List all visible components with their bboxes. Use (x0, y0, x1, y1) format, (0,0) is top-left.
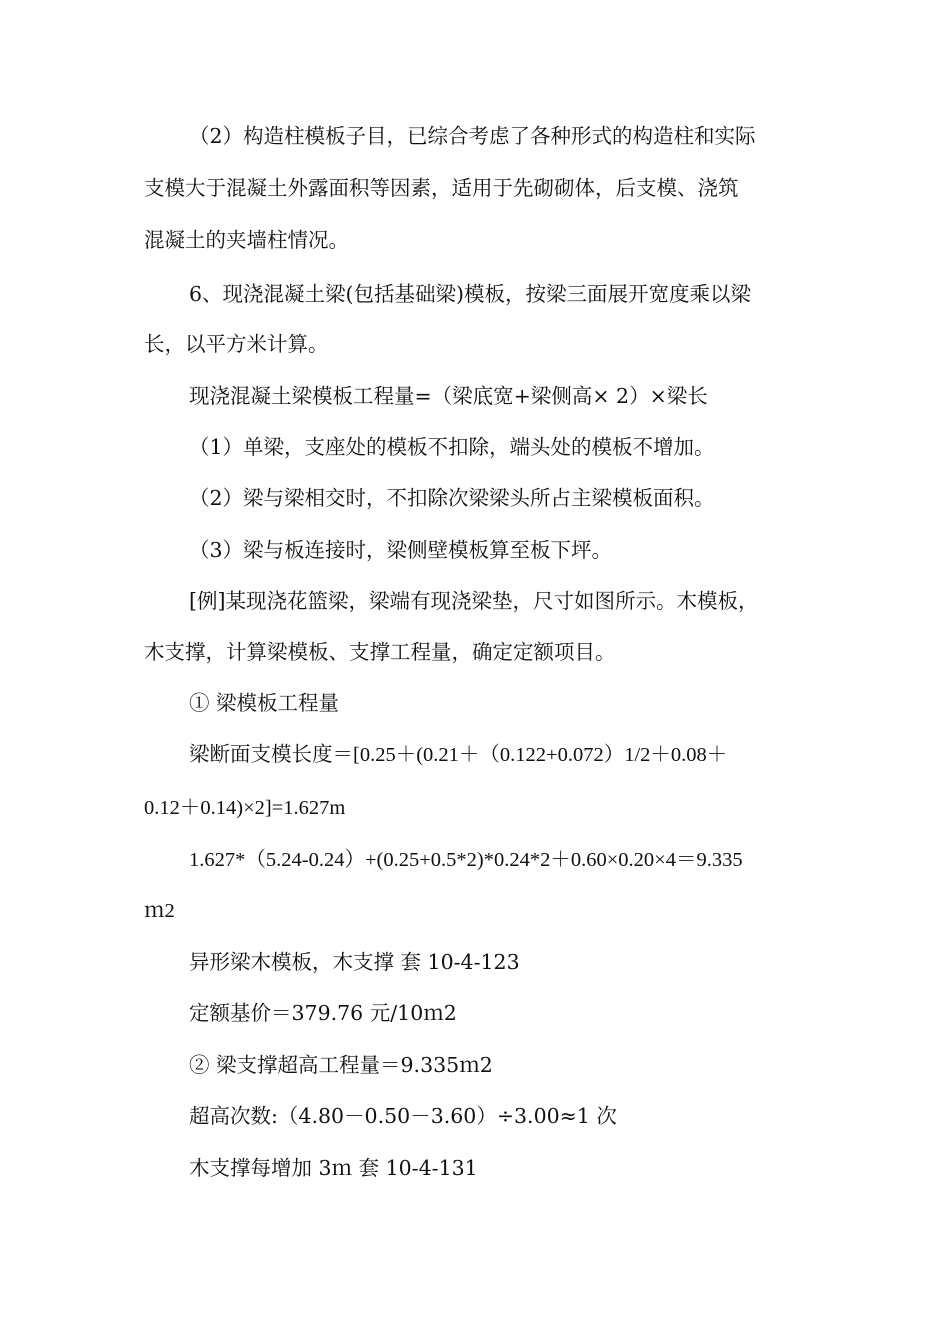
formula-line: 梁断面支模长度＝[0.25＋(0.21＋（0.122+0.072）1/2＋0.08＋ (189, 744, 728, 766)
paragraph-line: 6、现浇混凝土梁(包括基础梁)模板，按梁三面展开宽度乘以梁 (189, 282, 752, 306)
section-heading: ① 梁模板工程量 (189, 691, 340, 715)
formula-line: 现浇混凝土梁模板工程量=（梁底宽+梁侧高× 2）×梁长 (189, 384, 708, 408)
formula-line: 1.627*（5.24-0.24）+(0.25+0.5*2)*0.24*2＋0.60×0.20×4＝9.335 (189, 849, 743, 871)
paragraph-line: 支模大于混凝土外露面积等因素，适用于先砌砌体，后支模、浇筑 (144, 176, 739, 200)
paragraph-line: 木支撑每增加 3ｍ 套 10-4-131 (189, 1156, 478, 1180)
section-heading: ② 梁支撑超高工程量＝9.335ｍ2 (189, 1053, 493, 1077)
list-item: （1）单梁，支座处的模板不扣除，端头处的模板不增加。 (189, 435, 715, 459)
example-line: [例]某现浇花篮梁，梁端有现浇梁垫，尺寸如图所示。木模板， (189, 589, 759, 613)
paragraph-line: 超高次数:（4.80－0.50－3.60）÷3.00≈1 次 (189, 1104, 617, 1128)
paragraph-line: （2）构造柱模板子目，已综合考虑了各种形式的构造柱和实际 (189, 124, 756, 148)
paragraph-line: 异形梁木模板，木支撑 套 10-4-123 (189, 950, 520, 974)
formula-line: ｍ2 (144, 900, 175, 922)
formula-line: 0.12＋0.14)×2]=1.627m (144, 797, 346, 819)
example-line: 木支撑，计算梁模板、支撑工程量，确定定额项目。 (144, 640, 616, 664)
paragraph-line: 长，以平方米计算。 (144, 332, 329, 356)
list-item: （2）梁与梁相交时，不扣除次梁梁头所占主梁模板面积。 (189, 486, 715, 510)
paragraph-line: 混凝土的夹墙柱情况。 (144, 228, 349, 252)
list-item: （3）梁与板连接时，梁侧壁模板算至板下坪。 (189, 538, 613, 562)
paragraph-line: 定额基价＝379.76 元/10ｍ2 (189, 1001, 457, 1025)
